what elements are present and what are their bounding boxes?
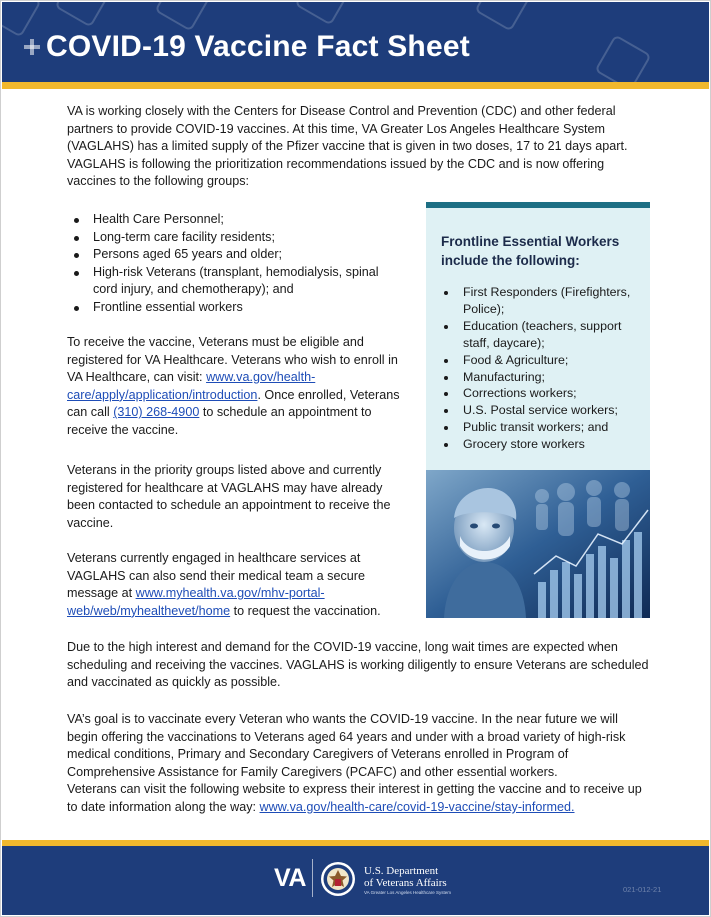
goal-text: VA’s goal is to vaccinate every Veteran who wants the COVID-19 vaccine. In the near future we will begin offering the vaccinations to Veterans aged 64 years and under with a broad variety of high-risk medical conditions, Primary and Secondary Caregivers of Veterans enrolled in Program of Comprehensive Assistance for Family Caregivers (PCAFC) and other essential workers. — [67, 712, 626, 779]
list-item: Health Care Personnel; — [71, 211, 401, 229]
stay-informed-link[interactable]: www.va.gov/health-care/covid-19-vaccine/stay-informed. — [259, 799, 575, 814]
list-item: Food & Agriculture; — [442, 352, 642, 369]
list-item: Corrections workers; — [442, 385, 642, 402]
enroll-text: . Once enrolled, Veterans can call — [67, 387, 400, 420]
hexagon-decoration — [154, 2, 211, 32]
healthcare-system-name: VA Greater Los Angeles Healthcare System — [364, 890, 451, 895]
list-item: High-risk Veterans (transplant, hemodialysis, spinal cord injury, and chemotherapy); and — [71, 264, 401, 299]
phone-link[interactable]: (310) 268-4900 — [113, 405, 200, 420]
footer-divider — [312, 859, 313, 897]
va-seal-icon — [320, 861, 356, 897]
vaccination-goal-paragraph — [67, 711, 652, 817]
healthcare-worker-photo — [426, 470, 650, 618]
document-code: 021-012-21 — [623, 885, 662, 894]
list-item: U.S. Postal service workers; — [442, 402, 642, 419]
engaged-text: to request the vaccination. — [230, 603, 381, 618]
list-item: Frontline essential workers — [71, 299, 401, 317]
secure-message-paragraph — [67, 550, 412, 620]
hexagon-decoration — [54, 2, 111, 28]
goal-text: Veterans can visit the following website to express their interest in getting the vaccine and to receive up to date information along the way: — [67, 782, 642, 814]
gold-divider-top — [2, 82, 709, 89]
health-care-apply-link[interactable]: www.va.gov/health-care/apply/application/introduction — [67, 370, 316, 402]
list-item: Public transit workers; and — [442, 419, 642, 436]
footer-banner — [2, 846, 709, 915]
department-name-line-1: U.S. Department — [364, 865, 439, 877]
hexagon-decoration — [474, 2, 531, 32]
page-title: COVID-19 Vaccine Fact Sheet — [46, 30, 470, 63]
list-item: First Responders (Firefighters, Police); — [442, 284, 642, 318]
medical-cross-icon — [24, 39, 40, 55]
panel-title: Frontline Essential Workers include the following: — [441, 234, 620, 268]
enrollment-paragraph — [67, 334, 412, 440]
list-item: Persons aged 65 years and older; — [71, 246, 401, 264]
department-name-line-2: of Veterans Affairs — [364, 877, 447, 889]
hexagon-decoration — [594, 34, 651, 82]
list-item: Education (teachers, support staff, daycare); — [442, 318, 642, 352]
enroll-text: to schedule an appointment to receive the vaccine. — [67, 405, 372, 437]
priority-groups-list — [71, 211, 401, 317]
hexagon-decoration — [2, 2, 42, 38]
myhealthevet-link[interactable]: www.myhealth.va.gov/mhv-portal-web/web/myhealthevet/home — [67, 586, 325, 618]
panel-accent-bar — [426, 202, 650, 208]
list-item: Long-term care facility residents; — [71, 229, 401, 247]
hexagon-decoration — [294, 2, 351, 26]
header-banner — [2, 2, 709, 82]
wait-times-paragraph: Due to the high interest and demand for the COVID-19 vaccine, long wait times are expected when scheduling and receiving the vaccines. VAGLAHS is working diligently to ensure Veterans are scheduled and vaccinated as quickly as possible. — [67, 640, 649, 690]
priority-groups-paragraph: Veterans in the priority groups listed above and currently registered for healthcare at VAGLAHS may have already been contacted to schedule an appointment to receive the vaccine. — [67, 463, 391, 530]
intro-paragraph: VA is working closely with the Centers for Disease Control and Prevention (CDC) and other federal partners to provide COVID-19 vaccines. At this time, VA Greater Los Angeles Healthcare System (VAGLAHS) has a limited supply of the Pfizer vaccine that is given in two doses, 17 to 21 days apart. VAGLAHS is following the prioritization recommendations issued by the CDC and is now offering vaccines to the following groups: — [67, 104, 628, 189]
list-item: Grocery store workers — [442, 436, 642, 453]
enroll-text: To receive the vaccine, Veterans must be eligible and registered for VA Healthcare. Veterans who wish to enroll in VA Healthcare, can visit: — [67, 335, 398, 385]
list-item: Manufacturing; — [442, 369, 642, 386]
engaged-text: Veterans currently engaged in healthcare services at VAGLAHS can also send their medical team a secure message at — [67, 551, 365, 601]
va-logo: VA — [274, 864, 306, 892]
frontline-workers-list — [442, 284, 642, 453]
